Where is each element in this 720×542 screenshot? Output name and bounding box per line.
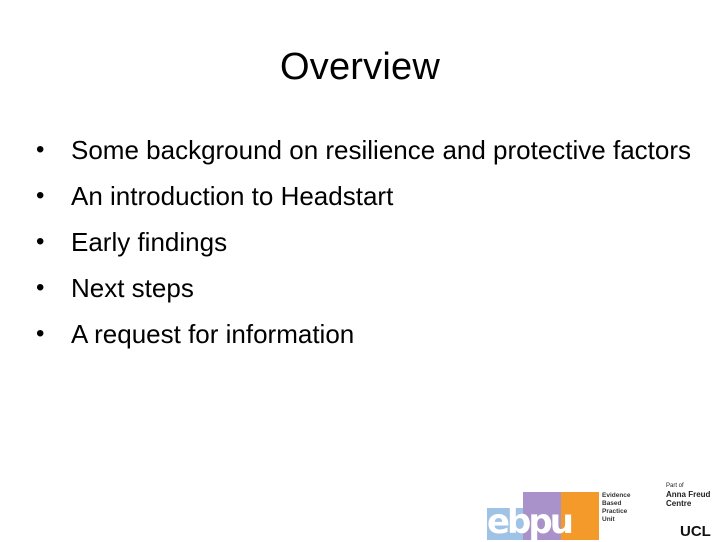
ebpu-caption — [602, 492, 650, 524]
bullet-marker: • — [36, 228, 45, 255]
bullet-text: Early findings — [71, 227, 228, 257]
bullet-text: An introduction to Headstart — [71, 181, 394, 211]
slide-title: Overview — [280, 46, 440, 88]
afc-name-line2: Centre — [666, 499, 692, 508]
bullet-list — [36, 133, 696, 363]
bullet-text: A request for information — [71, 319, 355, 349]
ebpu-letters: ebpu — [487, 502, 571, 542]
bullet-item — [36, 179, 696, 213]
ebpu-logo — [487, 492, 599, 540]
bullet-item — [36, 271, 696, 305]
bullet-marker: • — [36, 320, 45, 347]
bullet-marker: • — [36, 274, 45, 301]
ebpu-caption-line: Based — [602, 500, 622, 507]
bullet-item — [36, 133, 696, 167]
bullet-marker: • — [36, 182, 45, 209]
ebpu-caption-line: Unit — [602, 516, 615, 523]
bullet-marker: • — [36, 136, 45, 163]
afc-name-line1: Anna Freud — [666, 490, 711, 499]
bullet-text: Next steps — [71, 273, 194, 303]
ebpu-caption-line: Practice — [602, 508, 628, 515]
ucl-text: UCL — [680, 523, 711, 540]
bullet-item — [36, 225, 696, 259]
bullet-text: Some background on resilience and protective factors — [71, 135, 692, 165]
afc-part-of: Part of — [666, 483, 684, 489]
bullet-item — [36, 317, 696, 351]
ebpu-caption-line: Evidence — [602, 492, 631, 499]
ucl-logo — [680, 524, 711, 540]
anna-freud-centre-logo — [666, 482, 720, 508]
